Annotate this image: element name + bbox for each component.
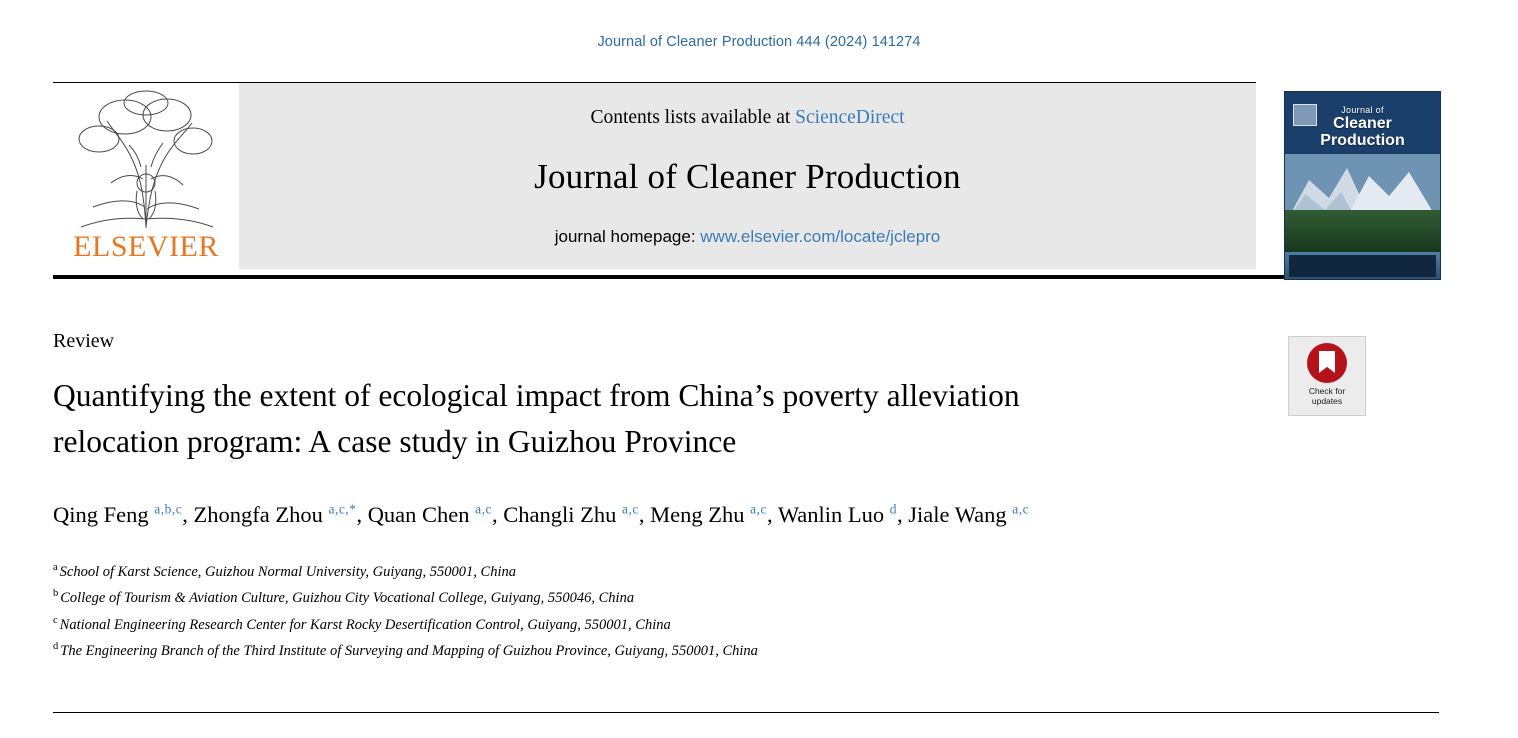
affiliation-list <box>53 559 1439 664</box>
author-separator: , <box>356 502 368 528</box>
masthead-bottom-rule <box>53 275 1439 279</box>
journal-cover-art <box>1284 91 1441 280</box>
journal-homepage-link[interactable]: www.elsevier.com/locate/jclepro <box>700 227 941 246</box>
affiliation-mark: b <box>53 588 59 600</box>
cover-footer-strip <box>1289 255 1436 277</box>
affiliation-item <box>53 585 1439 611</box>
cover-strip-col2 <box>1341 257 1385 275</box>
author-affiliation-marks: a,c, <box>328 501 350 517</box>
corresponding-author-marker: * <box>349 501 357 517</box>
journal-title: Journal of Cleaner Production <box>534 157 961 196</box>
article-type: Review <box>53 330 115 352</box>
author-name: Quan Chen <box>367 502 476 528</box>
author-affiliation-marks: a,c <box>1012 501 1030 517</box>
author-affiliation-marks: a,c <box>475 501 493 517</box>
journal-cover <box>1284 83 1439 269</box>
author-affiliation-marks: a,c <box>622 501 639 517</box>
affiliation-item <box>53 559 1439 585</box>
author-name: Meng Zhu <box>650 502 751 528</box>
affiliation-text: College of Tourism & Aviation Culture, Guizhou City Vocational College, Guiyang, 550046, China <box>60 590 635 607</box>
elsevier-logo <box>53 83 239 269</box>
contents-lists-prefix: Contents lists available at <box>590 107 796 128</box>
author-name: Changli Zhu <box>503 502 623 528</box>
cover-strip-col3 <box>1389 257 1433 275</box>
author-separator: , <box>767 502 778 528</box>
author-affiliation-marks: d <box>889 501 898 517</box>
author-name: Zhongfa Zhou <box>193 502 329 528</box>
article-header <box>53 330 1439 664</box>
author-affiliation-marks: a,c <box>750 501 767 517</box>
affiliation-text: School of Karst Science, Guizhou Normal University, Guiyang, 550001, China <box>59 564 516 581</box>
crossmark-label-line2: updates <box>1311 396 1343 407</box>
journal-masthead <box>53 82 1439 279</box>
author-separator: , <box>492 502 504 528</box>
author-separator: , <box>638 502 651 528</box>
journal-cover-title <box>1285 106 1440 150</box>
journal-homepage-line <box>555 227 941 247</box>
crossmark-label-line1: Check for <box>1308 386 1346 396</box>
affiliation-item <box>53 638 1439 664</box>
running-head: Journal of Cleaner Production 444 (2024) 141274 <box>597 34 921 50</box>
article-header-bottom-rule <box>53 712 1439 713</box>
affiliation-text: National Engineering Research Center for Karst Rocky Desertification Control, Guiyang, 550001, China <box>59 616 671 633</box>
author-separator: , <box>182 502 194 528</box>
elsevier-wordmark: ELSEVIER <box>73 230 219 263</box>
affiliation-item <box>53 612 1439 638</box>
masthead-center <box>239 83 1256 269</box>
author-name: Wanlin Luo <box>777 502 890 528</box>
sciencedirect-link[interactable]: ScienceDirect <box>795 107 905 128</box>
cover-title-line2: Cleaner <box>1333 115 1392 133</box>
author-affiliation-marks: a,b,c <box>154 501 183 517</box>
elsevier-tree-icon <box>63 87 229 233</box>
affiliation-mark: c <box>53 614 58 626</box>
cover-forest-graphic <box>1285 210 1440 258</box>
contents-lists-line <box>590 107 904 129</box>
author-name: Jiale Wang <box>908 502 1013 528</box>
article-title: Quantifying the extent of ecological impact from China’s poverty alleviation relocation program: A case study in Guizhou Province <box>53 378 1020 459</box>
cover-title-line1: Journal of <box>1341 105 1384 115</box>
affiliation-mark: d <box>53 640 59 652</box>
cover-strip-col1 <box>1292 257 1336 275</box>
cover-title-line3: Production <box>1320 132 1405 150</box>
journal-homepage-label: journal homepage: <box>554 227 701 246</box>
affiliation-mark: a <box>53 562 58 574</box>
author-separator: , <box>897 502 909 528</box>
author-list <box>53 498 1273 533</box>
author-name: Qing Feng <box>53 502 155 528</box>
affiliation-text: The Engineering Branch of the Third Institute of Surveying and Mapping of Guizhou Province, Guiyang, 550001, China <box>60 642 758 659</box>
